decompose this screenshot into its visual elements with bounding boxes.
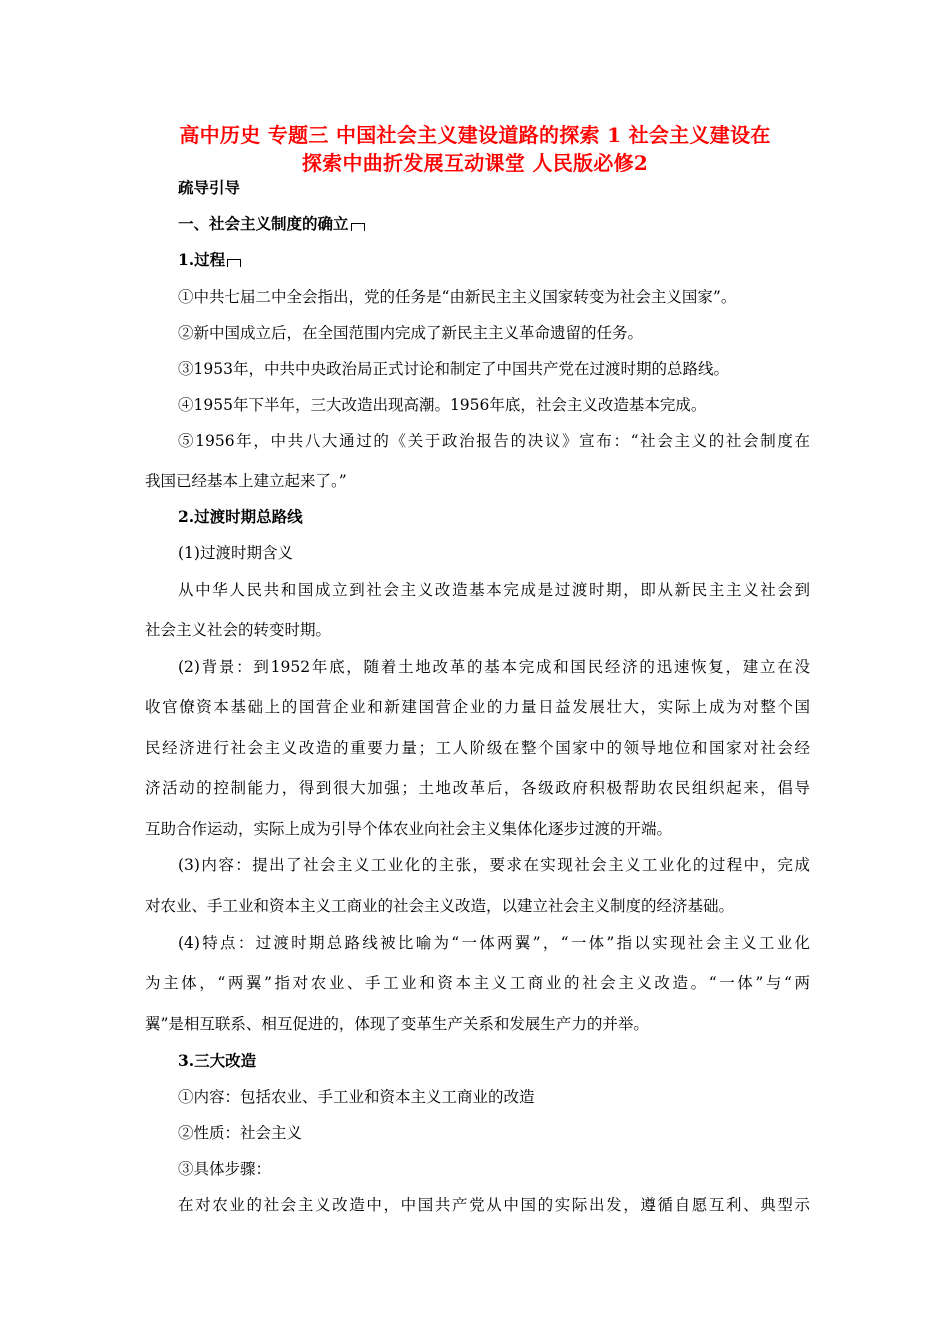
bracket-mark-icon	[351, 223, 365, 231]
title-line-2: 探索中曲折发展互动课堂 人民版必修2	[301, 151, 649, 175]
subsection-3-heading: 3.三大改造	[178, 1051, 257, 1070]
paragraph-line: ⑤1956年，中共八大通过的《关于政治报告的决议》宣布：“社会主义的社会制度在	[178, 432, 810, 450]
paragraph-line: ①中共七届二中全会指出，党的任务是“由新民主主义国家转变为社会主义国家”。	[178, 288, 737, 306]
paragraph-line: (3)内容：提出了社会主义工业化的主张，要求在实现社会主义工业化的过程中，完成	[178, 856, 810, 874]
section-1-heading-text: 一、社会主义制度的确立	[178, 214, 349, 233]
paragraph-line: ②新中国成立后，在全国范围内完成了新民主主义革命遗留的任务。	[178, 324, 644, 342]
paragraph-line: (1)过渡时期含义	[178, 544, 293, 562]
paragraph-line: (4)特点：过渡时期总路线被比喻为“一体两翼”，“一体”指以实现社会主义工业化	[178, 934, 810, 952]
title-line-1: 高中历史 专题三 中国社会主义建设道路的探索 1 社会主义建设在	[179, 123, 771, 147]
document-title	[140, 121, 810, 177]
subsection-1-heading	[178, 250, 810, 270]
paragraph-line: 翼”是相互联系、相互促进的，体现了变革生产关系和发展生产力的并举。	[145, 1015, 649, 1033]
paragraph-line: ②性质：社会主义	[178, 1124, 303, 1142]
paragraph-line: ①内容：包括农业、手工业和资本主义工商业的改造	[178, 1088, 535, 1106]
bracket-mark-icon	[227, 259, 241, 267]
section-guide-heading: 疏导引导	[178, 178, 241, 197]
subsection-1-heading-text: 1.过程	[178, 250, 226, 269]
paragraph-line: 我国已经基本上建立起来了。”	[145, 472, 347, 490]
paragraph-line: 民经济进行社会主义改造的重要力量；工人阶级在整个国家中的领导地位和国家对社会经	[145, 739, 810, 757]
paragraph-line: 互助合作运动，实际上成为引导个体农业向社会主义集体化逐步过渡的开端。	[145, 820, 673, 838]
paragraph-line: (2)背景：到1952年底，随着土地改革的基本完成和国民经济的迅速恢复，建立在没	[178, 658, 810, 676]
paragraph-line: 社会主义社会的转变时期。	[145, 621, 332, 639]
section-1-heading	[178, 214, 810, 234]
paragraph-line: ③1953年，中共中央政治局正式讨论和制定了中国共产党在过渡时期的总路线。	[178, 360, 729, 378]
paragraph-line: 在对农业的社会主义改造中，中国共产党从中国的实际出发，遵循自愿互利、典型示	[178, 1196, 810, 1214]
paragraph-line: ④1955年下半年，三大改造出现高潮。1956年底，社会主义改造基本完成。	[178, 396, 707, 414]
paragraph-line: 为主体，“两翼”指对农业、手工业和资本主义工商业的社会主义改造。“一体”与“两	[145, 974, 810, 992]
paragraph-line: 对农业、手工业和资本主义工商业的社会主义改造，以建立社会主义制度的经济基础。	[145, 897, 735, 915]
subsection-2-heading: 2.过渡时期总路线	[178, 507, 303, 526]
paragraph-line: ③具体步骤：	[178, 1160, 272, 1178]
paragraph-line: 收官僚资本基础上的国营企业和新建国营企业的力量日益发展壮大，实际上成为对整个国	[145, 698, 810, 716]
paragraph-line: 济活动的控制能力，得到很大加强；土地改革后，各级政府积极帮助农民组织起来，倡导	[145, 779, 810, 797]
paragraph-line: 从中华人民共和国成立到社会主义改造基本完成是过渡时期，即从新民主主义社会到	[178, 581, 810, 599]
